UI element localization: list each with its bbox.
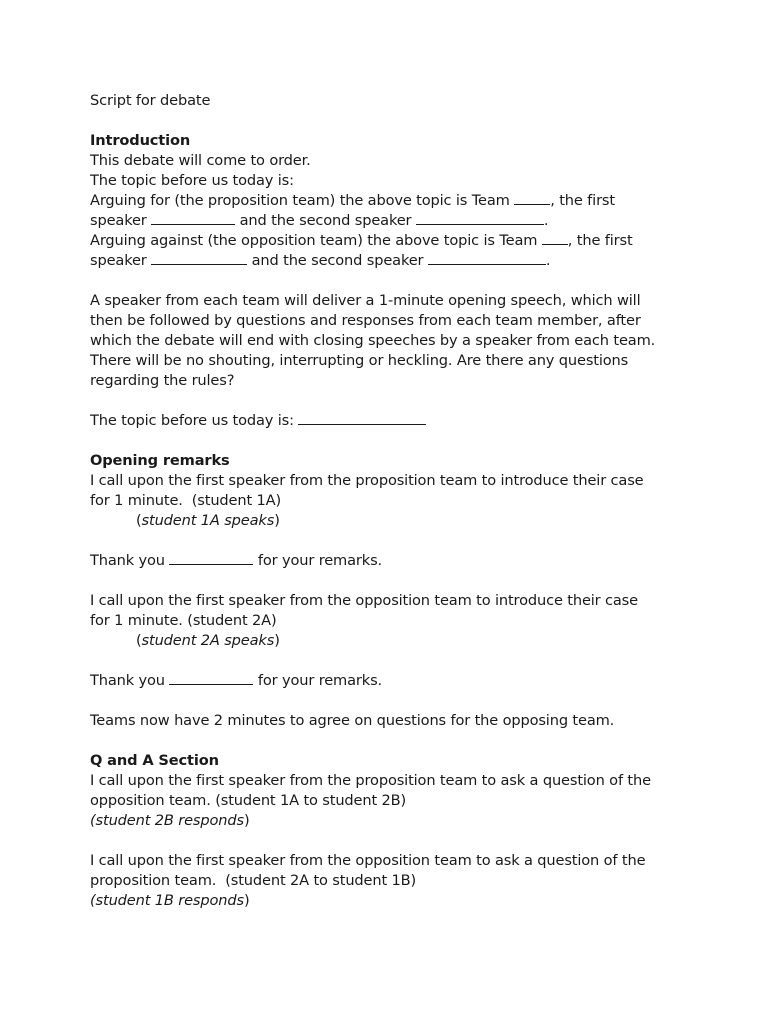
spacer [90,571,690,591]
proposition-speakers-line [90,211,690,231]
stage-direction [90,811,690,831]
text-fragment: ) [274,632,280,649]
text-fragment: ) [243,892,250,909]
second-speaker-blank[interactable] [428,251,546,265]
text-fragment: The topic before us today is: [90,412,299,429]
opening-line: for 1 minute. (student 1A) [90,492,282,509]
proposition-team-line [90,191,690,211]
stage-direction [90,631,690,651]
spacer [90,431,690,451]
text-fragment: for your remarks. [253,672,383,689]
text-fragment: . [545,252,551,269]
rules-paragraph-line: then be followed by questions and responses from each team member, after [90,312,641,329]
text-fragment: ( [136,512,142,529]
opening-remarks-heading: Opening remarks [90,452,230,469]
rules-paragraph-line: There will be no shouting, interrupting or heckling. Are there any questions [90,352,629,369]
introduction-line: The topic before us today is: [90,172,294,189]
text-fragment: Thank you [90,552,170,569]
text-fragment: ) [274,512,280,529]
qa-heading: Q and A Section [90,752,219,769]
name-blank[interactable] [169,551,253,565]
text-fragment: , the first [567,232,633,249]
spacer [90,531,690,551]
text-fragment: Arguing against (the opposition team) the above topic is Team [90,232,542,249]
text-fragment: for your remarks. [253,552,383,569]
topic-blank[interactable] [298,411,426,425]
rules-paragraph-line: which the debate will end with closing speeches by a speaker from each team. [90,332,656,349]
text-fragment: and the second speaker [235,212,416,229]
opening-line: for 1 minute. (student 2A) [90,612,277,629]
qa-line: I call upon the first speaker from the proposition team to ask a question of the [90,772,651,789]
stage-direction [90,511,690,531]
teams-instruction: Teams now have 2 minutes to agree on questions for the opposing team. [90,712,615,729]
topic-line [90,411,690,431]
rules-paragraph-line: A speaker from each team will deliver a 1-minute opening speech, which will [90,292,641,309]
opposition-team-line [90,231,690,251]
qa-line: proposition team. (student 2A to student 1B) [90,872,417,889]
first-speaker-blank[interactable] [151,211,235,225]
spacer [90,391,690,411]
rules-paragraph-line: regarding the rules? [90,372,235,389]
text-fragment: ( [136,632,142,649]
spacer [90,271,690,291]
qa-line: opposition team. (student 1A to student 2B) [90,792,407,809]
introduction-line: This debate will come to order. [90,152,311,169]
qa-line: I call upon the first speaker from the opposition team to ask a question of the [90,852,646,869]
text-fragment: speaker [90,252,152,269]
introduction-heading: Introduction [90,132,191,149]
text-fragment: ) [243,812,250,829]
second-speaker-blank[interactable] [416,211,544,225]
text-fragment: . [543,212,549,229]
team-blank[interactable] [514,191,550,205]
stage-direction-text: student 1A speaks [141,512,275,529]
document-page [90,91,690,911]
stage-direction [90,891,690,911]
text-fragment: and the second speaker [247,252,428,269]
spacer [90,651,690,671]
opening-line: I call upon the first speaker from the opposition team to introduce their case [90,592,638,609]
text-fragment: speaker [90,212,152,229]
spacer [90,111,690,131]
text-fragment: , the first [550,192,615,209]
name-blank[interactable] [169,671,253,685]
text-fragment: Thank you [90,672,170,689]
thank-you-line [90,551,690,571]
spacer [90,731,690,751]
thank-you-line [90,671,690,691]
spacer [90,831,690,851]
opening-line: I call upon the first speaker from the proposition team to introduce their case [90,472,644,489]
opposition-speakers-line [90,251,690,271]
stage-direction-text: (student 1B responds [90,892,244,909]
first-speaker-blank[interactable] [151,251,247,265]
document-title: Script for debate [90,92,211,109]
text-fragment: Arguing for (the proposition team) the above topic is Team [90,192,515,209]
stage-direction-text: student 2A speaks [141,632,275,649]
stage-direction-text: (student 2B responds [90,812,244,829]
spacer [90,691,690,711]
team-blank[interactable] [542,231,568,245]
